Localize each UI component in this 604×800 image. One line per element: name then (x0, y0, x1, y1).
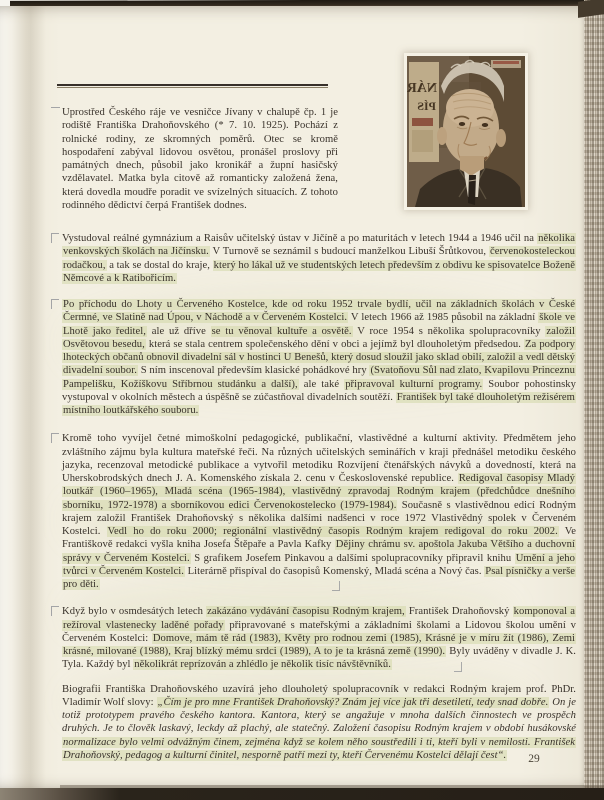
text-run: ale už dříve (147, 325, 211, 337)
text-run: založil Osvětovou besedu, (63, 325, 575, 350)
text-run: škole ve Lhotě jako ředitel, (63, 312, 575, 337)
paragraph-education (62, 232, 576, 285)
paragraph-cultural-activities (62, 432, 576, 591)
text-run: Současně s vlastivědnou edicí Rodným krajem založil František Drahoňovský s několika dalšími nadšenci v roce 1972 Vlastivědný spolek v Červeném Kostelci. (62, 499, 576, 537)
paragraph-birth-origin (62, 106, 338, 212)
text-run: Soubor pohostinsky vystupoval v okolních městech a úspěšně se zúčastňoval divadelních soutěží. (62, 378, 576, 403)
text-run: který ho lákal už ve studentských letech především z obdivu ke spisovatelce Boženě Němcové a k Ratibořicím. (63, 259, 575, 284)
text-run: „Čím je pro mne František Drahoňovský? Znám jej více jak tři desetiletí, tedy snad dobře. (157, 696, 549, 708)
text-run: Redigoval časopisy Mladý loutkář (1960–1965), Mladá scéna (1965-1984), vlastivědný zpravodaj Rodným krajem (předchůdce dnešního sborníku, 1972-1978) a sborníkovou edici Červenokostelecko (1979-1984). (63, 473, 575, 511)
text-run: Když bylo v osmdesátých letech (62, 606, 207, 618)
poster-text-line2: PÍS (417, 99, 436, 113)
text-run: V roce 1954 s několika spolupracovníky (352, 325, 546, 337)
text-run: Biografii Františka Drahoňovského uzavírá jeho dlouholetý spolupracovník v redakci Rodným krajem prof. PhDr. Vladimír Wolf slovy: (62, 683, 576, 708)
text-run: V letech 1966 až 1985 působil na základní (348, 312, 539, 324)
text-run: připravované s mateřskými a základními školami a Lidovou školou umění v Červeném Kostelci: (62, 619, 576, 644)
text-run: František Drahoňovský (405, 606, 513, 618)
page-number: 29 (528, 753, 540, 765)
decorative-rule (57, 84, 328, 88)
text-run: V Turnově se seznámil s budoucí manželkou Libuší Šrůtkovou, (209, 246, 489, 258)
text-run: Vystudoval reálné gymnázium a Raisův učitelský ústav v Jičíně a po maturitách v letech 1944 a 1946 učil na (62, 233, 538, 244)
book-page-edges-right (584, 0, 604, 800)
paper-page (0, 6, 585, 788)
text-run: František byl také dlouholetým režisérem místního loutkářského souboru. (63, 391, 575, 416)
text-run: normalizace bylo velmi odvážným činem, zejména když se kolem něho soustředili i ti, kteří byli v nemilosti. František Drahoňovský, pedagog a kulturní činitel, nesporně patří mezi ty, kteří Červenému Kostelci dělají čest“. (63, 736, 575, 761)
text-run: (Svatoňovu Sůl nad zlato, Kvapilovu Princeznu Pampelišku, Kožíškovu Stříbrnou studánku a další), (63, 365, 576, 390)
text-run: červenokosteleckou rodačkou, (63, 246, 575, 271)
text-run: Vedl ho do roku 2000; regionální vlastivědný časopis Rodným krajem redigoval do roku 2002. (107, 526, 558, 537)
text-run: připravoval kulturní programy. (345, 378, 483, 390)
text-run: S ním inscenoval především klasické pohádkové hry (137, 365, 370, 377)
text-run: Za podpory lhoteckých občanů obnovil divadelní sál v hostinci U Benešů, který dosud sloužil jako sklad obilí, založil a vedl dětský divadelní soubor. (63, 338, 575, 377)
text-run: Domove, mám tě rád (1983), Květy pro rodnou zemi (1985), Krásné je v míru žít (1986), Zemi krásné, milované (1988), Kraj blízký mému srdci (1989), A to je ta krásná země (1990). (63, 632, 575, 657)
text-run: a tak se dostal do kraje, (106, 259, 213, 271)
poster-text-line1: NÁR (407, 81, 437, 96)
text-run: Ve Františkově redakci vyšla kniha Josefa Štěpaře a Pavla Kafky (62, 526, 576, 551)
text-run: Uprostřed Českého ráje ve vesničce Jívany v chalupě čp. 1 je rodiště Františka Drahoňovského (* 7. 10. 1925). Pochází z rolnické rodiny, ze skromných poměrů. Otec se kromě hospodaření zabýval lidovou osvětou, pronášel proslovy při památných dnech, působil jako kronikář a župní hasičský vzdělavatel. Matka byla citově až romanticky založená žena, která dovedla moudře poradit ve svízelných situacích. Z tohoto rodinného dědictví čerpá František dodnes. (62, 107, 338, 211)
text-run: Po příchodu do Lhoty u Červeného Kostelce, kde od roku 1952 trvale bydlí, učil na základních školách v České Čermné, ve Slatině nad Úpou, v Náchodě a v Červeném Kostelci. (63, 299, 575, 324)
text-run: několikrát reprízován a zhlédlo je několik tisíc návštěvníků. (134, 659, 391, 671)
text-run: se tu věnoval kultuře a osvětě. (211, 325, 352, 337)
text-run: Psal písničky a verše pro děti. (63, 565, 575, 590)
article-text (62, 106, 576, 762)
text-run: Literárně přispíval do časopisů Komenský, Mladá scéna a Nový čas. (184, 565, 485, 577)
text-run: Kromě toho vyvíjel četné mimoškolní pedagogické, publikační, vlastivědné a kulturní aktivity. Předmětem jeho zvláštního zájmu byla kultura mateřské řeči. Na různých učitelských seminářích v kraji přednášel metodiku českého jazyka, recenzoval metodické publikace a vytvořil metodiku Rozvíjení čtenářských návyků a dovedností, která na Uherskobrodských dnech J. A. Komenského získala 2. cenu v Československé republice. (62, 433, 576, 484)
text-run: Umění a jeho tvůrci v Červeném Kostelci. (63, 552, 576, 577)
text-run: S grafikem Josefem Pinkavou a dalšími spolupracovníky připravil knihu (190, 552, 515, 564)
text-run: která se stala centrem společenského dění v obci a jejímž byl dlouholetým předsedou. (145, 338, 524, 350)
paragraph-eighties-programs (62, 605, 576, 671)
book-edge-bottom (0, 788, 604, 800)
text-run: Dějiny chrámu sv. apoštola Jakuba Většího a duchovní správy v Červeném Kostelci. (63, 539, 575, 564)
text-run: komponoval a režíroval vlastenecky laděné pořady (63, 606, 575, 631)
text-run: On je totiž prototypem pravého českého kantora. Kantora, který se angažuje v mnoha dalších činnostech ve prospěch druhých. Je to člověk laskavý, leckdy až plachý, ale statečný. Založení časopisu Rodným krajem v období husákovské (62, 696, 577, 735)
paragraph-lhota-work (62, 298, 576, 417)
text-run: ale také (298, 378, 345, 390)
paragraph-biography-quote (62, 683, 576, 763)
text-run: zakázáno vydávání časopisu Rodným krajem, (207, 606, 405, 618)
text-run: několika venkovských školách na Jičínsku. (63, 233, 575, 258)
text-run: Byly uváděny v divadle J. K. Tyla. Každý byl (62, 646, 576, 671)
